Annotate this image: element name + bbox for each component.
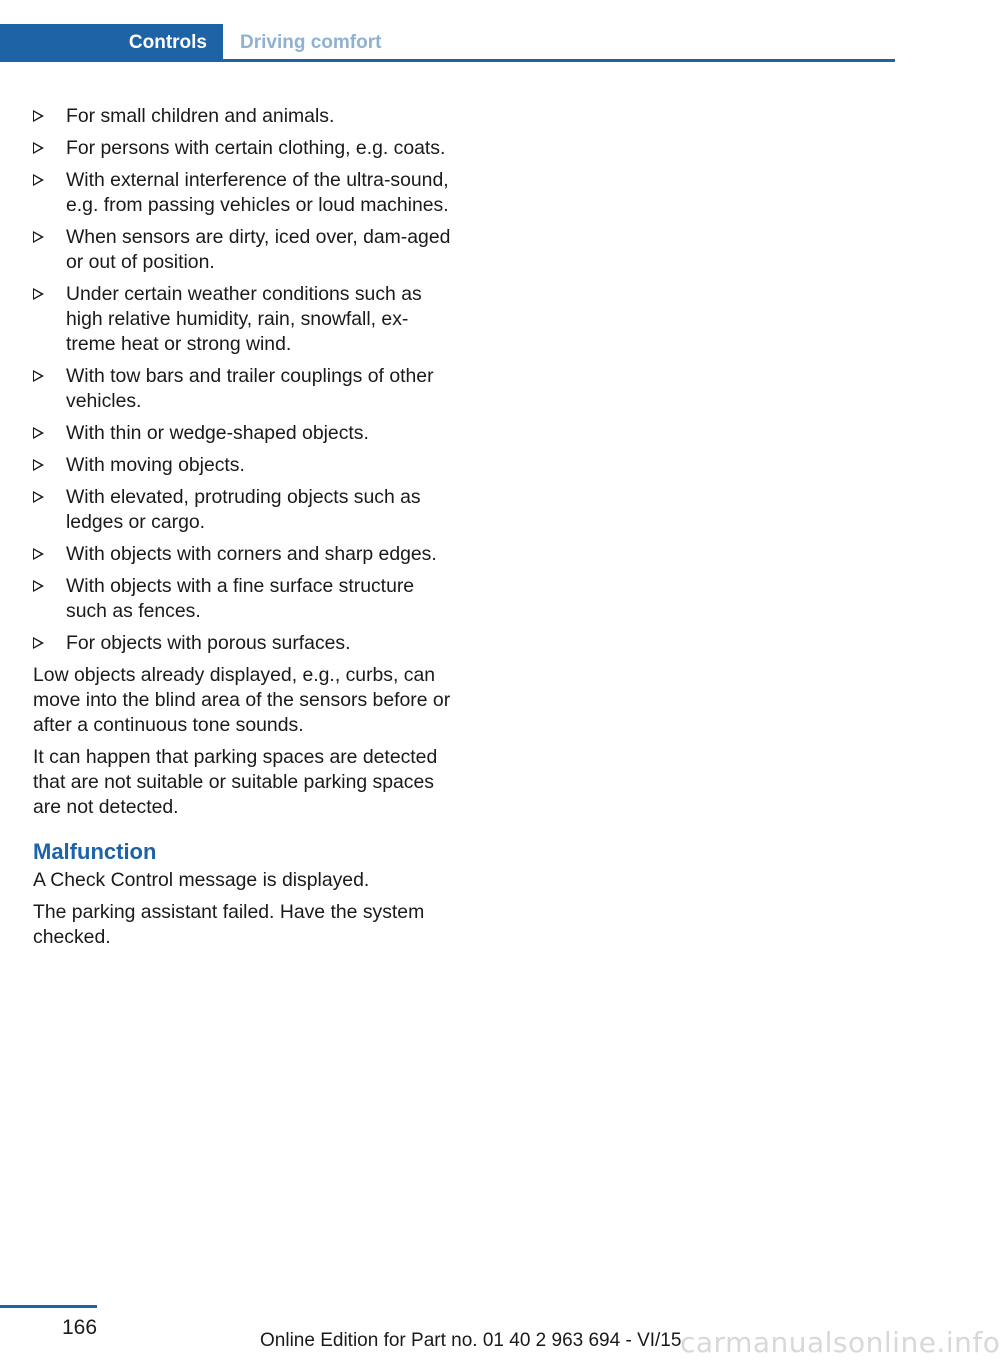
list-item: With external interference of the ultra‐sound, e.g. from passing vehicles or loud machines. bbox=[33, 168, 451, 218]
list-item: For persons with certain clothing, e.g. coats. bbox=[33, 136, 451, 161]
list-item: With thin or wedge-shaped objects. bbox=[33, 421, 451, 446]
triangle-bullet-icon bbox=[33, 637, 44, 649]
malfunction-heading: Malfunction bbox=[33, 839, 157, 864]
triangle-bullet-icon bbox=[33, 491, 44, 503]
list-item: With objects with corners and sharp edges. bbox=[33, 542, 451, 567]
triangle-bullet-icon bbox=[33, 580, 44, 592]
triangle-bullet-icon bbox=[33, 110, 44, 122]
footer-rule bbox=[0, 1305, 97, 1308]
list-item: With moving objects. bbox=[33, 453, 451, 478]
list-item: When sensors are dirty, iced over, dam‐aged or out of position. bbox=[33, 225, 451, 275]
triangle-bullet-icon bbox=[33, 288, 44, 300]
list-item: With elevated, protruding objects such as ledges or cargo. bbox=[33, 485, 451, 535]
page-number: 166 bbox=[62, 1316, 98, 1339]
list-item: For objects with porous surfaces. bbox=[33, 631, 451, 656]
triangle-bullet-icon bbox=[33, 142, 44, 154]
malfunction-line-1: A Check Control message is displayed. bbox=[33, 869, 370, 891]
triangle-bullet-icon bbox=[33, 459, 44, 471]
triangle-bullet-icon bbox=[33, 427, 44, 439]
main-content bbox=[33, 104, 451, 957]
limitations-list bbox=[33, 104, 451, 656]
parking-spaces-paragraph: It can happen that parking spaces are detected that are not suitable or suitable parking spaces are not detected. bbox=[33, 746, 438, 818]
edition-text: Online Edition for Part no. 01 40 2 963 694 - VI/15 bbox=[260, 1330, 682, 1351]
list-item: With objects with a fine surface structure such as fences. bbox=[33, 574, 451, 624]
list-item: With tow bars and trailer couplings of other vehicles. bbox=[33, 364, 451, 414]
low-objects-paragraph: Low objects already displayed, e.g., curbs, can move into the blind area of the sensors before or after a continuous tone sounds. bbox=[33, 664, 451, 736]
list-item: For small children and animals. bbox=[33, 104, 451, 129]
triangle-bullet-icon bbox=[33, 174, 44, 186]
list-item: Under certain weather conditions such as high relative humidity, rain, snowfall, ex‐treme heat or strong wind. bbox=[33, 282, 451, 357]
section-tab-driving-comfort[interactable]: Driving comfort bbox=[240, 31, 382, 53]
triangle-bullet-icon bbox=[33, 548, 44, 560]
section-tab-controls[interactable]: Controls bbox=[0, 24, 223, 61]
watermark-logo: carmanualsonline.info bbox=[680, 1326, 1000, 1359]
triangle-bullet-icon bbox=[33, 370, 44, 382]
triangle-bullet-icon bbox=[33, 231, 44, 243]
malfunction-line-2: The parking assistant failed. Have the system checked. bbox=[33, 901, 425, 948]
